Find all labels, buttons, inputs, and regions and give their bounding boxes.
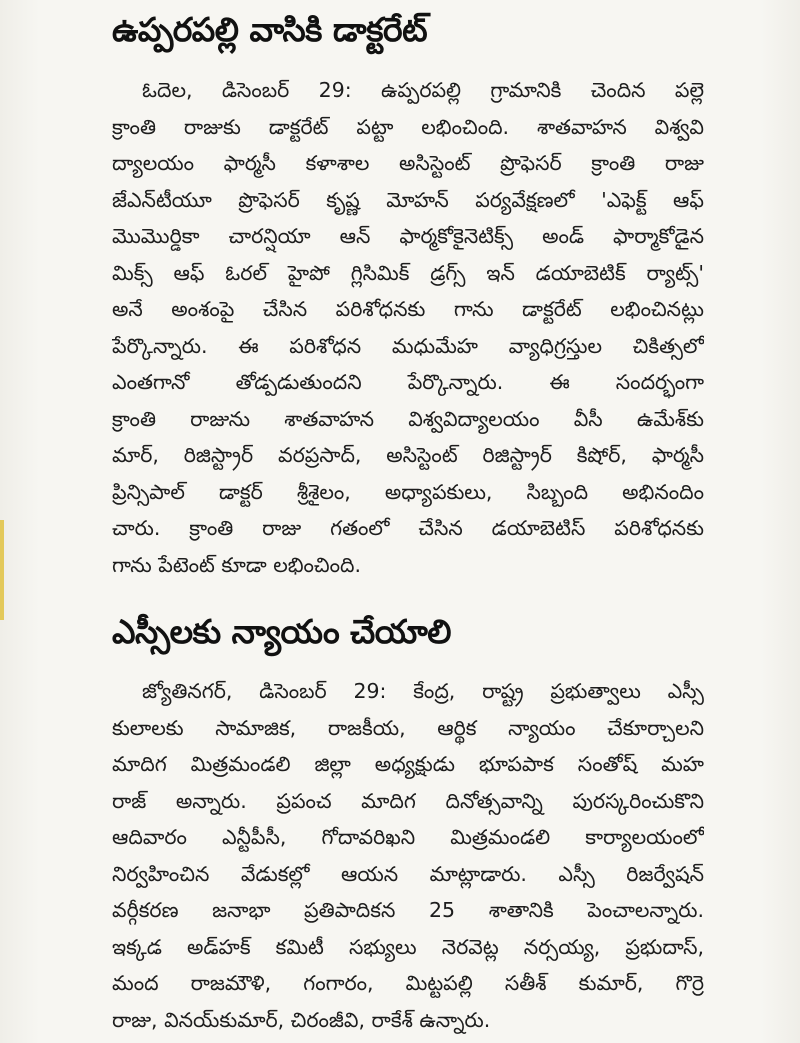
article-line: అనే అంశంపై చేసిన పరిశోధనకు గాను డాక్టరేట్ లభించినట్లు <box>112 297 704 321</box>
article-line: మొమొర్డికా చారన్షియా ఆన్ ఫార్మకోకైనెటిక్స్ అండ్ ఫార్మాకోడైన <box>112 224 704 248</box>
article-line: మాదిగ మిత్రమండలి జిల్లా అధ్యక్షుడు భూపపాక సంతోష్ మహ <box>112 752 704 776</box>
article-line: వర్గీకరణ జనాభా ప్రతిపాదికన 25 శాతానికి పెంచాలన్నారు. <box>112 898 704 922</box>
article-line: గాను పేటెంట్ కూడా లభించింది. <box>112 552 362 577</box>
article-line: క్రాంతి రాజుకు డాక్టరేట్ పట్టా లభించింది. శాతవాహన విశ్వవి <box>112 114 704 139</box>
article-line: ఇక్కడ అడ్‌హక్ కమిటీ సభ్యులు నెరవెట్ల నర్సయ్య, ప్రభుదాస్, <box>112 934 704 959</box>
article-line: మిక్స్ ఆఫ్ ఓరల్ హైపో గ్లిసిమిక్ డ్రగ్స్ ఇన్ డయాబెటిక్ ర్యాట్స్' <box>112 260 704 285</box>
article-line: రాజ్ అన్నారు. ప్రపంచ మాదిగ దినోత్సవాన్ని పురస్కరించుకొని <box>112 788 704 813</box>
article-line: నిర్వహించిన వేడుకల్లో ఆయన మాట్లాడారు. ఎస్సీ రిజర్వేషన్ <box>112 861 704 886</box>
page-edge-mark <box>0 520 4 620</box>
article-line: మంద రాజమౌళి, గంగారం, మిట్టపల్లి సతీశ్ కుమార్, గొర్రె <box>112 971 704 995</box>
article-line: రాజు, వినయ్‌కుమార్, చిరంజీవి, రాకేశ్ ఉన్నారు. <box>112 1007 491 1032</box>
article-line: క్రాంతి రాజును శాతవాహన విశ్వవిద్యాలయం వీసీ ఉమేశ్‌కు <box>112 406 704 431</box>
article-line: పేర్కొన్నారు. ఈ పరిశోధన మధుమేహ వ్యాధిగ్రస్తుల చికిత్సలో <box>112 333 704 358</box>
article-line: ఓదెల, డిసెంబర్ 29: ఉప్పరపల్లి గ్రామానికి చెందిన పల్లె <box>142 78 704 102</box>
article-line: ప్రిన్సిపాల్ డాక్టర్ శ్రీశైలం, అధ్యాపకులు, సిబ్బంది అభినందిం <box>112 479 704 504</box>
article-line: జ్యోతినగర్, డిసెంబర్ 29: కేంద్ర, రాష్ట్ర ప్రభుత్వాలు ఎస్సీ <box>142 679 704 703</box>
article-headline: ఎస్సీలకు న్యాయం చేయాలి <box>112 612 451 651</box>
article-line: ద్యాలయం ఫార్మసీ కళాశాల అసిస్టెంట్ ప్రొఫెసర్ క్రాంతి రాజు <box>112 151 704 175</box>
article-body <box>112 673 704 1038</box>
article-line: ఎంతగానో తోడ్పడుతుందని పేర్కొన్నారు. ఈ సందర్భంగా <box>112 370 704 394</box>
article-headline: ఉప్పరపల్లి వాసికి డాక్టరేట్ <box>112 10 428 49</box>
article-line: మార్, రిజిస్ట్రార్ వరప్రసాద్, అసిస్టెంట్ రిజిస్ట్రార్ కిషోర్, ఫార్మసీ <box>112 443 704 467</box>
article-line: చారు. క్రాంతి రాజు గతంలో చేసిన డయాబెటిస్ పరిశోధనకు <box>112 516 704 540</box>
article-line: ఆదివారం ఎన్టీపీసీ, గోదావరిఖని మిత్రమండలి కార్యాలయంలో <box>112 825 704 849</box>
article-body <box>112 72 704 583</box>
article-line: జేఎన్‌టీయూ ప్రొఫెసర్ కృష్ణ మోహన్ పర్యవేక్షణలో 'ఎఫెక్ట్ ఆఫ్ <box>112 187 704 212</box>
article-line: కులాలకు సామాజిక, రాజకీయ, ఆర్థిక న్యాయం చేకూర్చాలని <box>112 715 704 740</box>
